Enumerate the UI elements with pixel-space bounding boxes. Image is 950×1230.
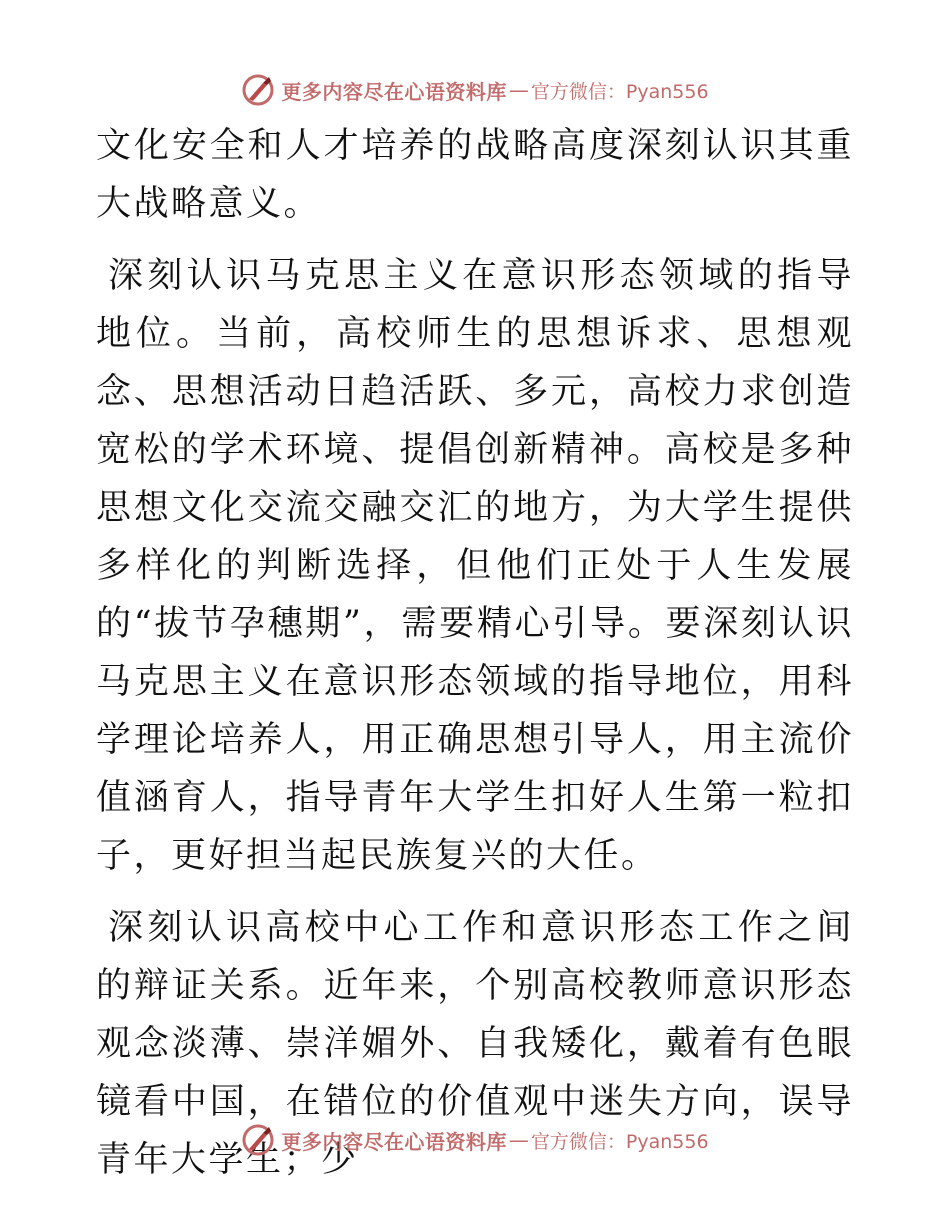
paragraph-2: 深刻认识马克思主义在意识形态领域的指导地位。当前，高校师生的思想诉求、思想观念、思想活动日趋活跃、多元，高校力求创造宽松的学术环境、提倡创新精神。高校是多种思想文化交流交融交汇的地方，为大学生提供多样化的判断选择，但他们正处于人生发展的“拔节孕穗期”，需要精心引导。要深刻认识马克思主义在意识形态领域的指导地位，用科学理论培养人，用正确思想引导人，用主流价值涵育人，指导青年大学生扣好人生第一粒扣子，更好担当起民族复兴的大任。 [96, 256, 854, 876]
pen-logo-icon [241, 1123, 275, 1157]
header-separator: — [508, 78, 529, 102]
footer-text: 更多内容尽在心语资料库 [281, 1129, 507, 1154]
document-body [96, 117, 854, 1189]
pen-logo-icon [241, 73, 275, 107]
header-wechat: 官方微信：Pyan556 [530, 80, 709, 103]
header-watermark [0, 70, 950, 110]
header-text: 更多内容尽在心语资料库 [281, 79, 507, 104]
paragraph-3: 深刻认识高校中心工作和意识形态工作之间的辩证关系。近年来，个别高校教师意识形态观念淡薄、崇洋媚外、自我矮化，戴着有色眼镜看中国，在错位的价值观中迷失方向，误导青年大学生；少 [96, 908, 854, 1180]
paragraph-1: 文化安全和人才培养的战略高度深刻认识其重大战略意义。 [96, 126, 854, 224]
footer-separator: — [508, 1128, 529, 1152]
footer-wechat: 官方微信：Pyan556 [530, 1130, 709, 1153]
footer-watermark [0, 1120, 950, 1160]
